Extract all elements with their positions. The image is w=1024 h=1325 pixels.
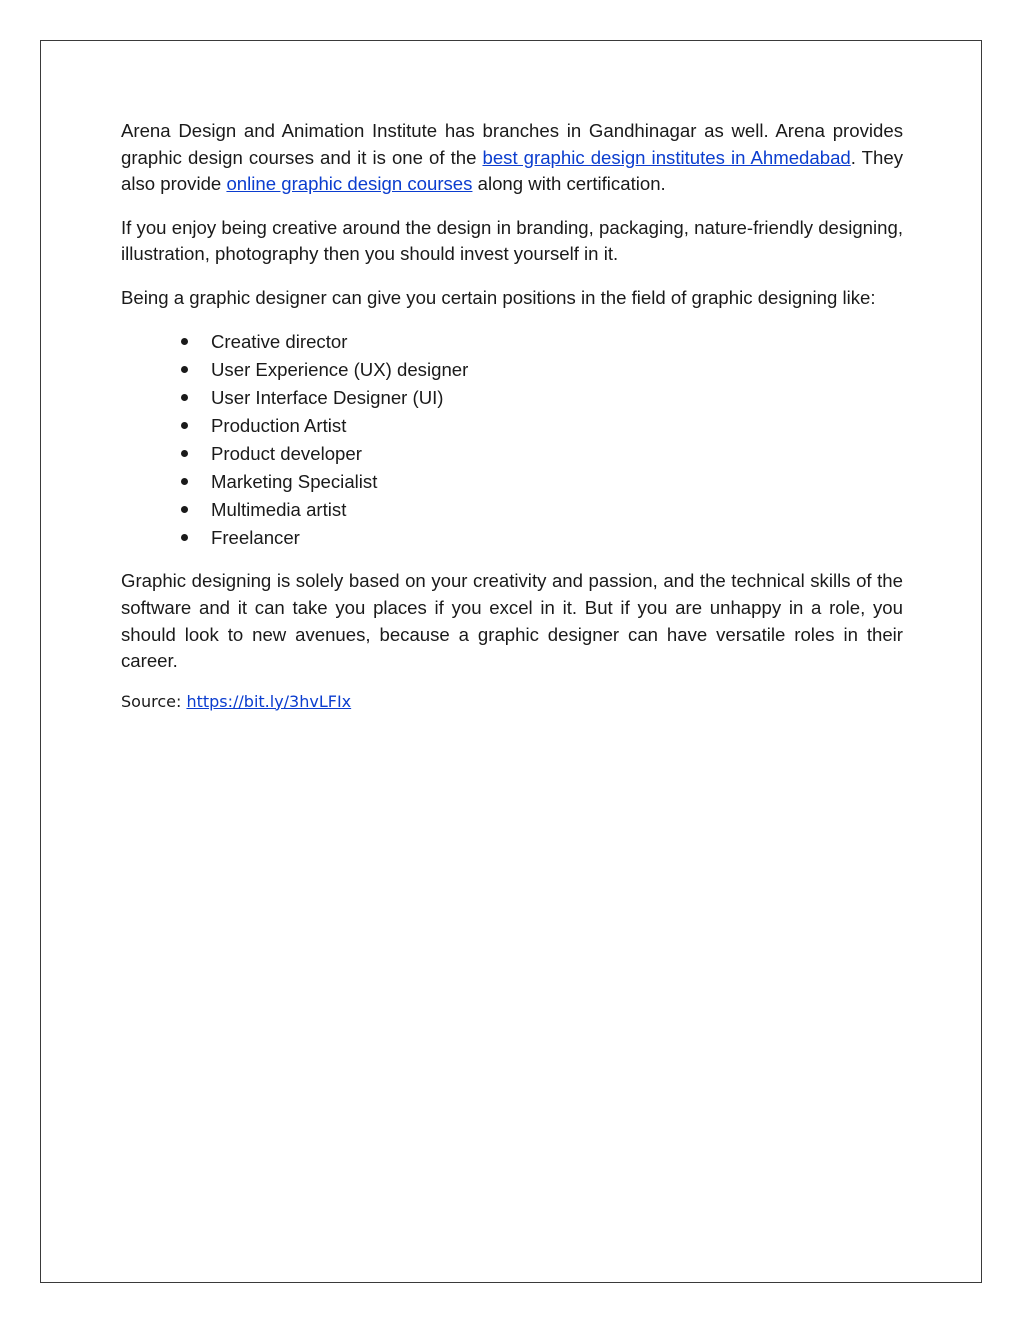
role-label: Freelancer: [211, 526, 300, 548]
positions-paragraph: Being a graphic designer can give you certain positions in the field of graphic designing like:: [121, 286, 876, 308]
bullet-icon: [181, 506, 188, 513]
role-label: Marketing Specialist: [211, 470, 378, 492]
closing-paragraph: Graphic designing is solely based on your creativity and passion, and the technical skills of the software and it can take you places if you excel in it. But if you are unhappy in a role, you should look to new avenues, because a graphic designer can have versatile roles in their career.: [121, 570, 903, 672]
bullet-icon: [181, 478, 188, 485]
role-label: User Interface Designer (UI): [211, 386, 444, 408]
bullet-icon: [181, 422, 188, 429]
role-label: User Experience (UX) designer: [211, 358, 469, 380]
list-item: [121, 356, 903, 384]
intro-text-a: Arena Design and Animation Institute has branches in Gandhinagar as well. Arena provides graphic design courses and it is one of the: [121, 120, 903, 168]
best-institutes-link[interactable]: best graphic design institutes in Ahmedabad: [482, 146, 851, 168]
document-body: [121, 118, 903, 714]
list-item: [121, 496, 903, 524]
role-label: Product developer: [211, 442, 362, 464]
source-label: Source:: [121, 691, 187, 711]
bullet-icon: [181, 338, 188, 345]
role-label: Multimedia artist: [211, 498, 347, 520]
source-link[interactable]: https://bit.ly/3hvLFIx: [186, 691, 352, 711]
list-item: [121, 468, 903, 496]
role-label: Creative director: [211, 330, 348, 352]
online-courses-link[interactable]: online graphic design courses: [226, 173, 473, 195]
intro-paragraph: [121, 118, 903, 198]
bullet-icon: [181, 394, 188, 401]
roles-list: [121, 328, 903, 552]
bullet-icon: [181, 450, 188, 457]
source-line: [121, 690, 903, 714]
list-item: [121, 524, 903, 552]
intro-text-b: . They also provide: [121, 146, 903, 195]
bullet-icon: [181, 534, 188, 541]
list-item: [121, 440, 903, 468]
list-item: [121, 328, 903, 356]
bullet-icon: [181, 366, 188, 373]
creative-paragraph: If you enjoy being creative around the design in branding, packaging, nature-friendly designing, illustration, photography then you should invest yourself in it.: [121, 216, 903, 265]
intro-text-c: along with certification.: [472, 173, 666, 195]
role-label: Production Artist: [211, 414, 347, 436]
list-item: [121, 412, 903, 440]
list-item: [121, 384, 903, 412]
